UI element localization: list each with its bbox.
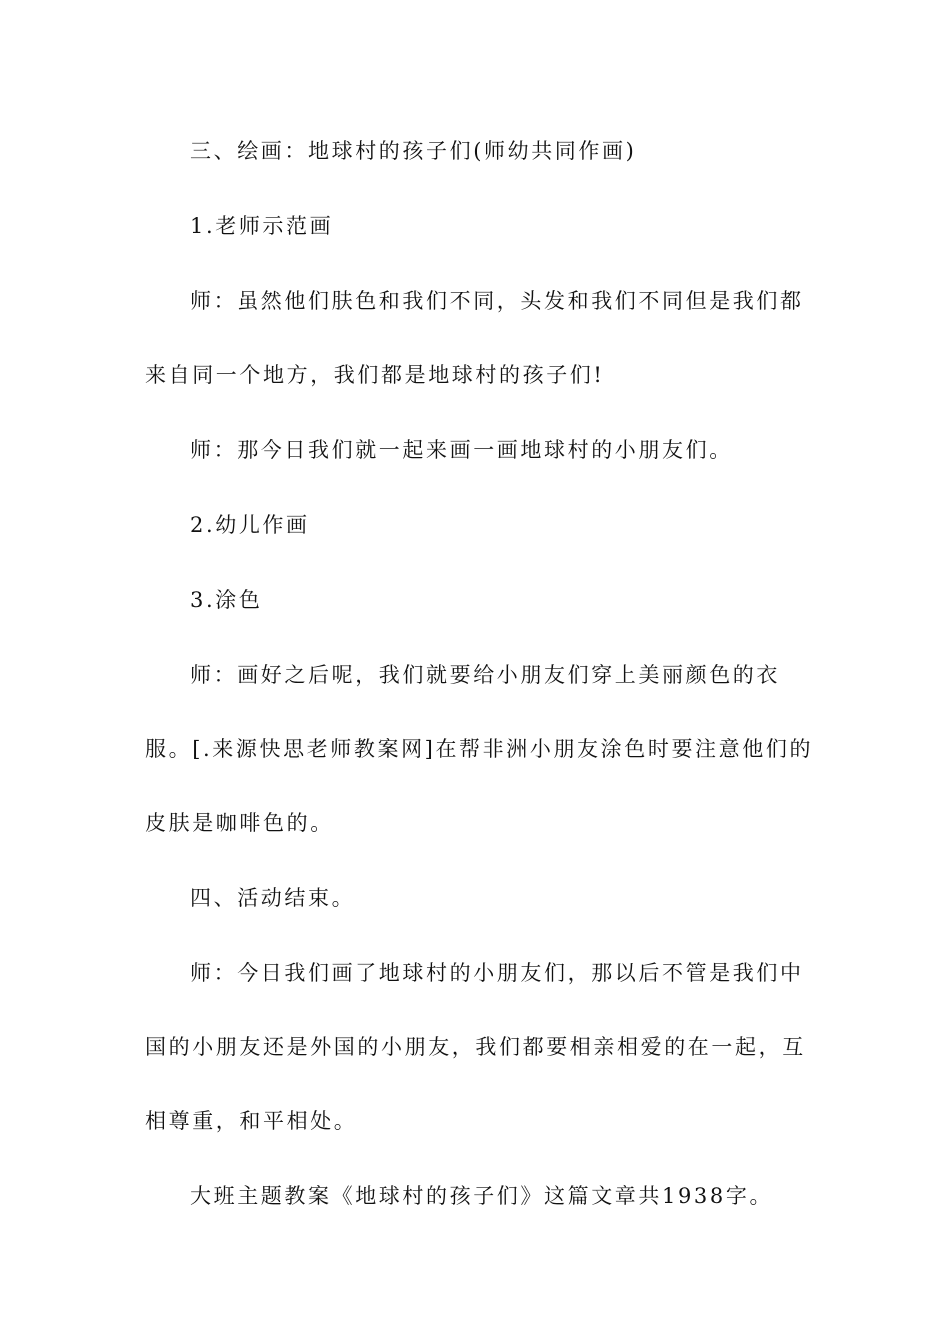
article-word-count: 大班主题教案《地球村的孩子们》这篇文章共1938字。 bbox=[190, 1184, 774, 1208]
section-heading-drawing: 三、绘画：地球村的孩子们(师幼共同作画) bbox=[190, 139, 637, 163]
paragraph-teacher-speech-3: 师：画好之后呢，我们就要给小朋友们穿上美丽颜色的衣服。[.来源快思老师教案网]在帮非洲小朋友涂色时要注意他们的皮肤是咖啡色的。 bbox=[145, 663, 814, 835]
paragraph-teacher-speech-4: 师：今日我们画了地球村的小朋友们，那以后不管是我们中国的小朋友还是外国的小朋友，我们都要相亲相爱的在一起，互相尊重，和平相处。 bbox=[145, 961, 806, 1133]
section-heading-activity-end: 四、活动结束。 bbox=[190, 886, 356, 910]
step-teacher-demo: 1.老师示范画 bbox=[190, 214, 334, 238]
paragraph-teacher-speech-1: 师：虽然他们肤色和我们不同，头发和我们不同但是我们都来自同一个地方，我们都是地球村的孩子们! bbox=[145, 289, 804, 387]
document-body bbox=[145, 130, 815, 1250]
paragraph-teacher-speech-2: 师：那今日我们就一起来画一画地球村的小朋友们。 bbox=[190, 438, 733, 462]
step-children-drawing: 2.幼儿作画 bbox=[190, 513, 310, 537]
step-coloring: 3.涂色 bbox=[190, 588, 263, 612]
